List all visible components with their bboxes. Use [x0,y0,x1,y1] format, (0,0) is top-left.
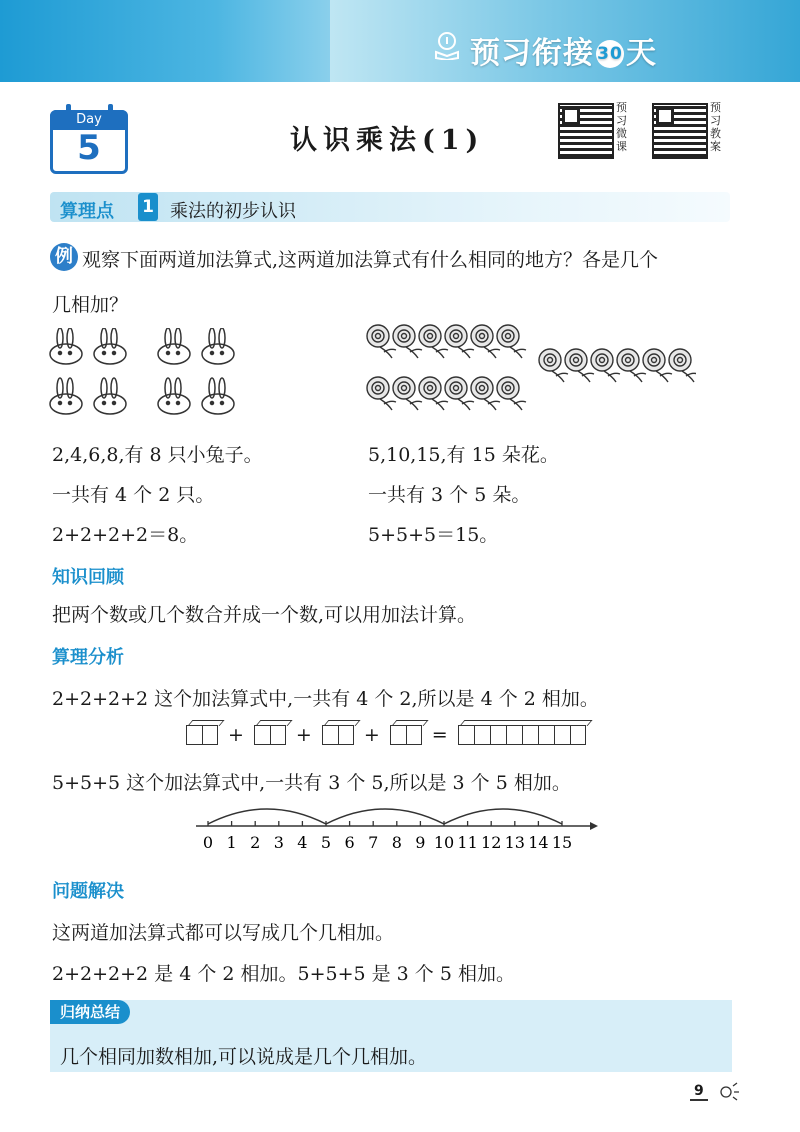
jump-arc [326,809,444,824]
qr-code-micro-lesson[interactable] [558,103,614,159]
jump-arc [444,809,562,824]
right-line-1: 5,10,15,有 15 朵花。 [368,444,559,466]
number-line-tick-label: 1 [226,833,237,852]
left-line-3: 2+2+2+2＝8。 [52,524,199,546]
day-number: 5 [77,128,101,168]
left-line-2: 一共有 4 个 2 只。 [52,484,215,506]
number-line-tick-label: 8 [391,833,402,852]
arrow-icon [590,822,598,830]
number-line-tick-label: 12 [481,833,502,852]
lesson-title: 认识乘法(1) [290,125,485,156]
solve-text-2: 2+2+2+2 是 4 个 2 相加。5+5+5 是 3 个 5 相加。 [52,963,515,985]
right-line-3: 5+5+5＝15。 [368,524,499,546]
section-tag: 算理点 [60,201,114,222]
cube-group [254,725,286,745]
number-line-tick-label: 6 [344,833,355,852]
analysis-text-1: 2+2+2+2 这个加法算式中,一共有 4 个 2,所以是 4 个 2 相加。 [52,688,599,710]
example-icon: 例 [50,243,78,271]
header-banner-left [0,0,360,82]
right-line-2: 一共有 3 个 5 朵。 [368,484,531,506]
number-line-tick-label: 14 [528,833,549,852]
analysis-heading: 算理分析 [52,647,124,668]
section-number: 1 [138,193,158,221]
cube-group [390,725,422,745]
cube-group [322,725,354,745]
equals-sign: = [431,724,448,746]
example-question-cont: 几相加？ [52,294,129,316]
number-line [190,800,600,860]
summary-tag: 归纳总结 [50,1000,130,1024]
sun-swirl-icon [716,1080,740,1102]
qr-label: 预习微课 [616,101,627,153]
series-title: 预习衔接 30 天 [470,36,657,71]
number-line-tick-label: 15 [551,833,573,852]
number-line-tick-label: 5 [320,833,332,852]
example-question: 观察下面两道加法算式,这两道加法算式有什么相同的地方？各是几个 [82,249,659,271]
analysis-text-2: 5+5+5 这个加法算式中,一共有 3 个 5,所以是 3 个 5 相加。 [52,772,571,794]
left-line-1: 2,4,6,8,有 8 只小兔子。 [52,444,263,466]
solve-text-1: 这两道加法算式都可以写成几个几相加。 [52,922,395,944]
cube-equation [186,724,586,746]
review-heading: 知识回顾 [52,567,124,588]
qr-code-lesson-plan[interactable] [652,103,708,159]
series-title-number: 30 [596,40,624,68]
summary-text: 几个相同加数相加,可以说成是几个几相加。 [60,1046,428,1068]
solve-heading: 问题解决 [52,881,124,902]
day-label: Day [50,110,128,130]
plus-sign: + [228,724,244,746]
number-line-tick-label: 9 [415,833,426,852]
number-line-tick-label: 4 [297,833,308,852]
number-line-tick-label: 3 [273,833,284,852]
jump-arc [208,809,326,824]
number-line-tick-label: 13 [504,833,525,852]
plus-sign: + [295,724,312,746]
number-line-tick-label: 7 [368,833,379,852]
review-text: 把两个数或几个数合并成一个数,可以用加法计算。 [52,604,477,626]
page-number: 9 [690,1083,708,1101]
cube-group [186,725,218,745]
plus-sign: + [363,724,380,746]
lightbulb-book-icon [432,30,462,60]
number-line-tick-label: 11 [457,833,478,852]
qr-label: 预习教案 [710,101,721,153]
cube-group-total [458,725,586,745]
number-line-tick-label: 10 [433,833,455,852]
section-title: 乘法的初步认识 [170,201,296,222]
number-line-tick-label: 0 [202,833,214,852]
rabbits-illustration [48,328,258,420]
number-line-tick-label: 2 [250,833,261,852]
flowers-illustration [366,322,696,422]
